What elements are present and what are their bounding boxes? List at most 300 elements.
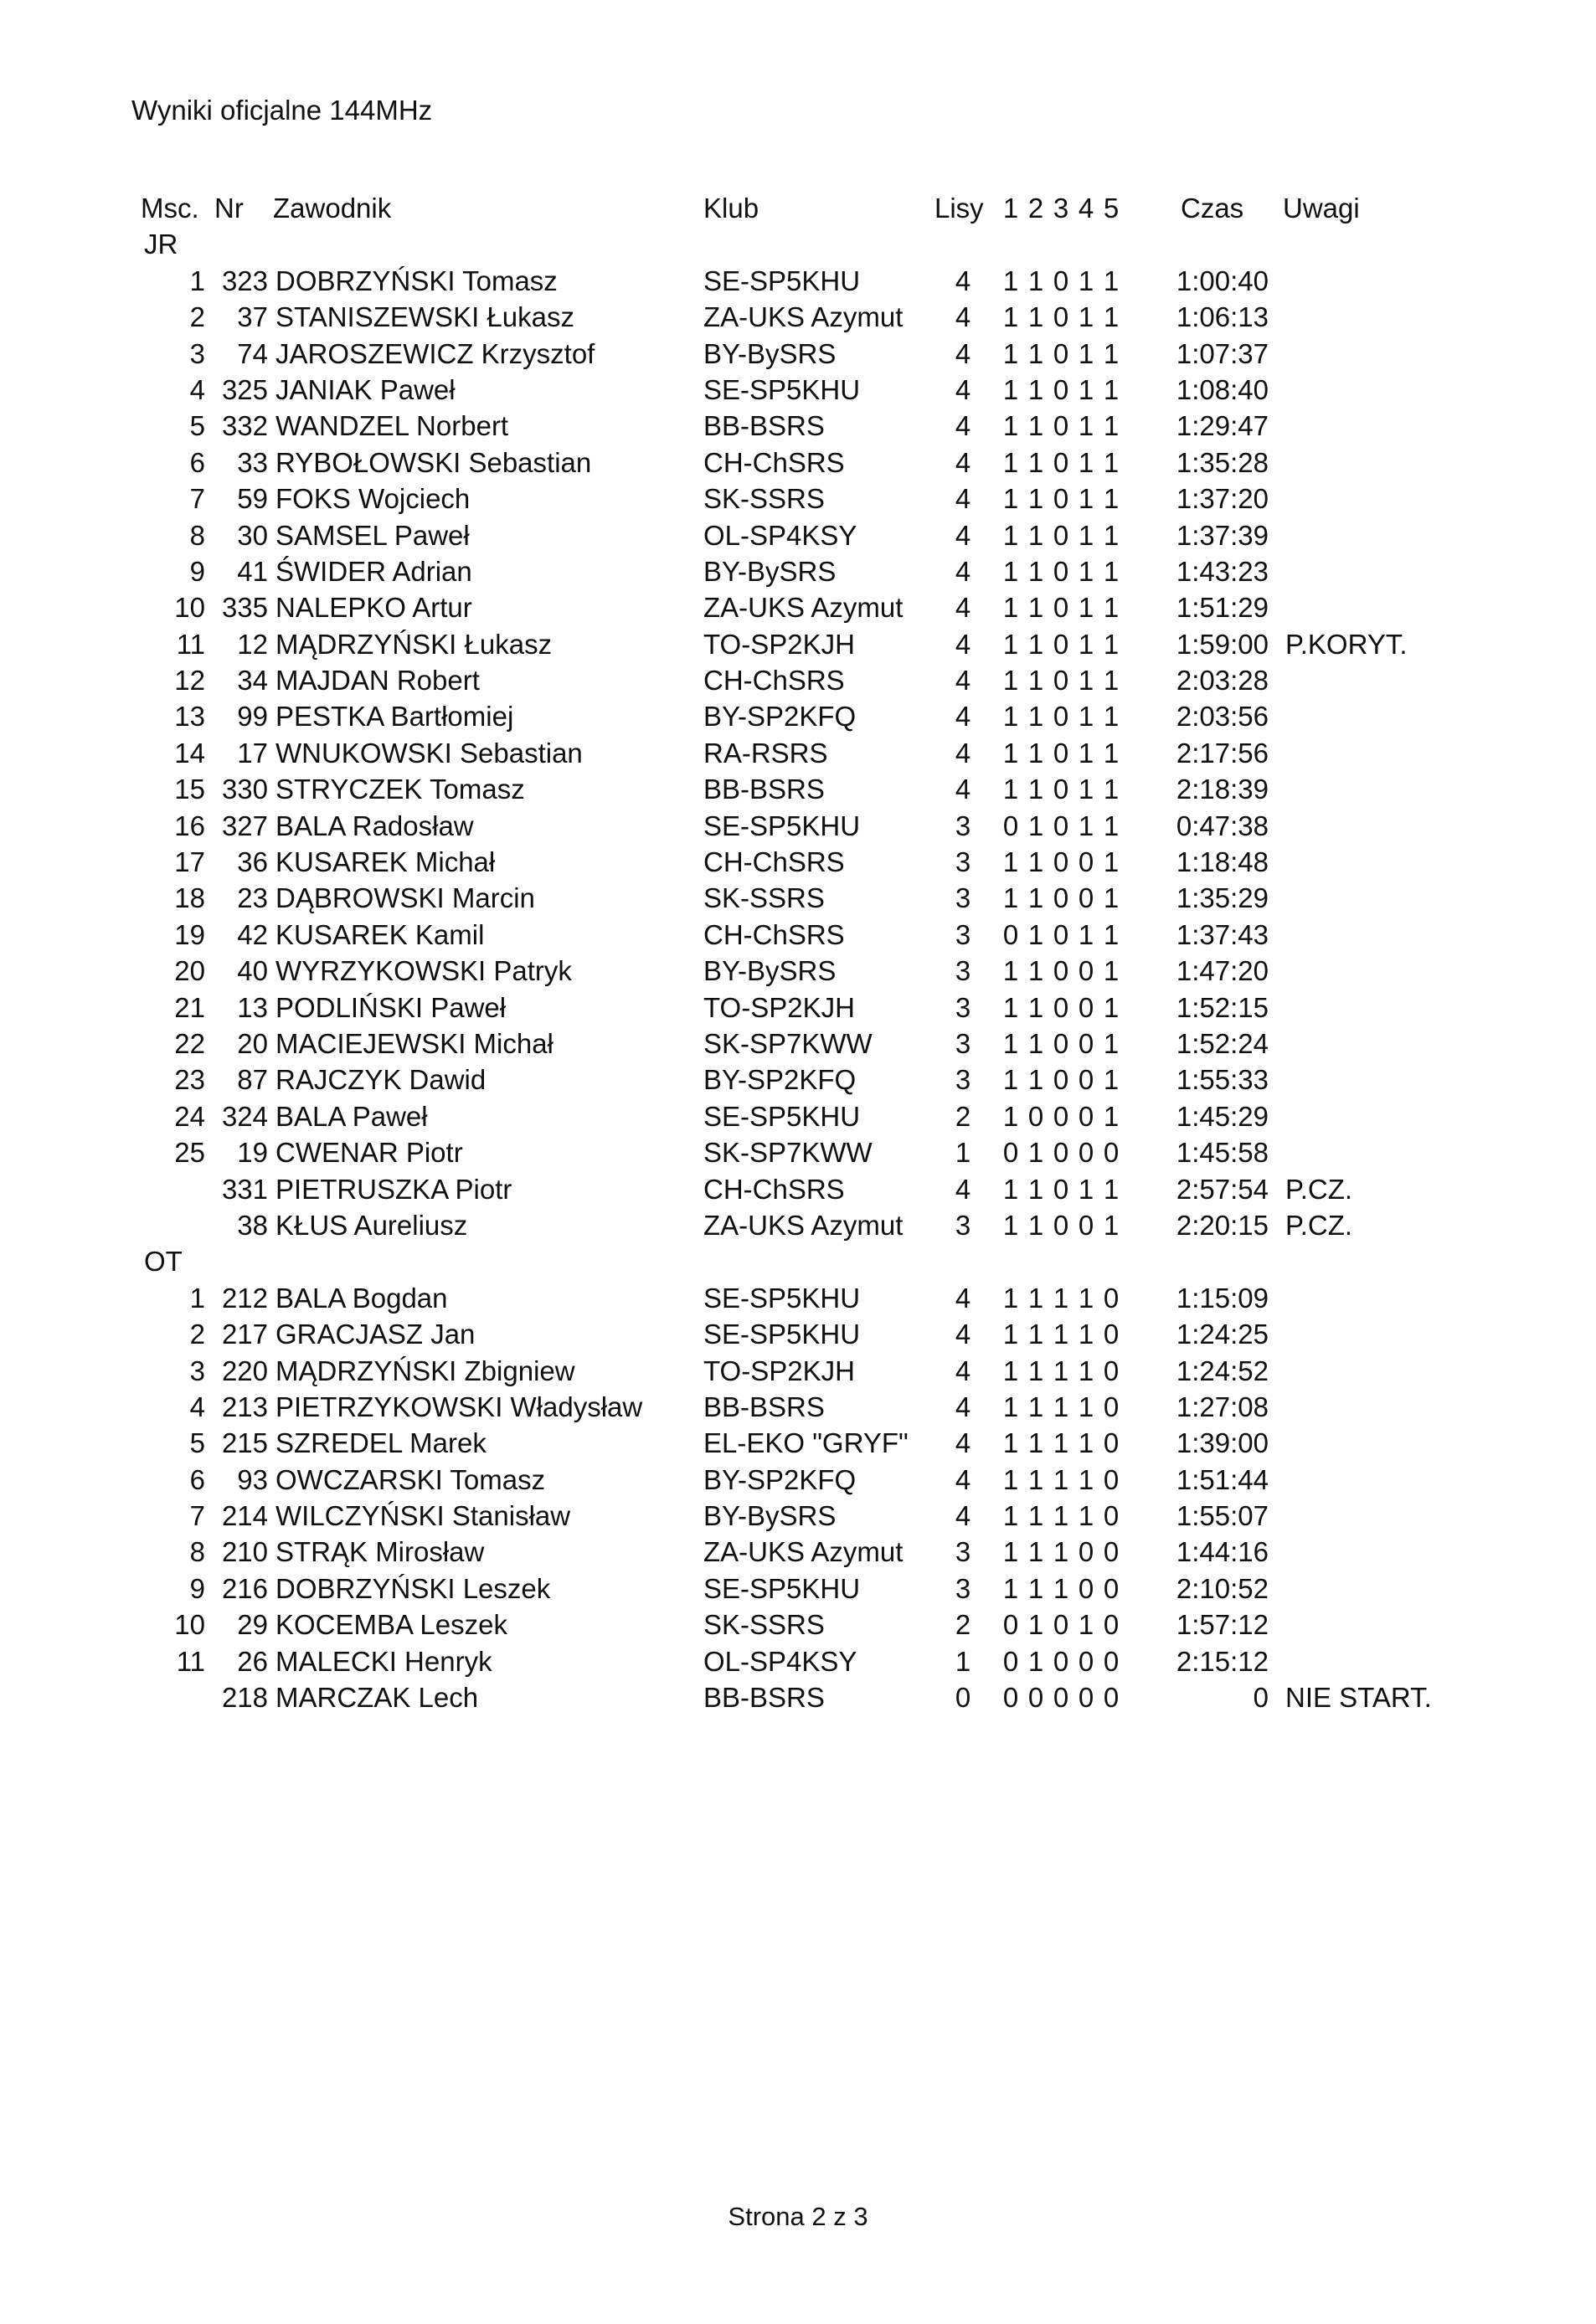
result-fox-5: 1 — [1103, 446, 1120, 478]
result-number: 74 — [237, 337, 268, 369]
result-place: 1 — [189, 265, 205, 296]
result-place: 14 — [174, 737, 205, 769]
result-fox-4: 1 — [1078, 1319, 1094, 1350]
result-fox-2: 1 — [1027, 592, 1044, 624]
table-row — [0, 1571, 1596, 1607]
result-time: 1:45:58 — [1176, 1137, 1269, 1169]
result-club: CH-ChSRS — [703, 1173, 845, 1205]
result-fox-count: 2 — [955, 1100, 971, 1132]
result-fox-1: 1 — [1002, 410, 1019, 442]
result-competitor: MACIEJEWSKI Michał — [275, 1027, 553, 1059]
result-fox-1: 0 — [1002, 918, 1019, 950]
result-fox-5: 1 — [1103, 519, 1120, 551]
result-fox-5: 0 — [1103, 1500, 1120, 1532]
table-row — [0, 1062, 1596, 1098]
table-row — [0, 481, 1596, 517]
result-number: 93 — [237, 1463, 268, 1495]
result-fox-count: 3 — [955, 1027, 971, 1059]
table-row — [0, 1316, 1596, 1352]
result-number: 335 — [221, 592, 268, 624]
table-row — [0, 1643, 1596, 1679]
result-fox-3: 1 — [1053, 1391, 1069, 1422]
result-place: 1 — [189, 1282, 205, 1314]
result-club: BY-BySRS — [703, 555, 837, 587]
result-place: 7 — [189, 483, 205, 515]
result-place: 4 — [189, 1391, 205, 1422]
result-fox-3: 0 — [1053, 774, 1069, 805]
result-club: ZA-UKS Azymut — [703, 301, 904, 333]
result-competitor: PODLIŃSKI Paweł — [275, 991, 507, 1023]
result-competitor: SAMSEL Paweł — [275, 519, 470, 551]
result-fox-1: 1 — [1002, 1500, 1019, 1532]
result-club: SE-SP5KHU — [703, 1282, 861, 1314]
result-number: 99 — [237, 701, 268, 733]
result-fox-3: 1 — [1053, 1282, 1069, 1314]
table-row — [0, 880, 1596, 916]
table-row — [0, 1462, 1596, 1498]
result-time: 1:51:29 — [1176, 592, 1269, 624]
result-time: 1:45:29 — [1176, 1100, 1269, 1132]
result-place: 18 — [174, 882, 205, 914]
result-place: 5 — [189, 410, 205, 442]
result-fox-3: 0 — [1053, 555, 1069, 587]
table-row — [0, 1353, 1596, 1389]
result-club: SE-SP5KHU — [703, 1100, 861, 1132]
result-fox-3: 1 — [1053, 1500, 1069, 1532]
result-fox-4: 0 — [1078, 882, 1094, 914]
result-fox-3: 0 — [1053, 628, 1069, 660]
result-fox-4: 1 — [1078, 337, 1094, 369]
table-row — [0, 1425, 1596, 1461]
result-fox-4: 0 — [1078, 1064, 1094, 1096]
result-fox-1: 0 — [1002, 810, 1019, 841]
table-row — [0, 1389, 1596, 1425]
table-row — [0, 1026, 1596, 1062]
result-fox-2: 1 — [1027, 1463, 1044, 1495]
result-competitor: WANDZEL Norbert — [275, 410, 509, 442]
result-fox-5: 1 — [1103, 1209, 1120, 1241]
result-fox-2: 1 — [1027, 665, 1044, 697]
result-time: 0:47:38 — [1176, 810, 1269, 841]
table-row — [0, 372, 1596, 408]
table-row — [0, 1207, 1596, 1243]
result-competitor: STRĄK Mirosław — [275, 1536, 485, 1568]
result-competitor: WILCZYŃSKI Stanisław — [275, 1500, 571, 1532]
result-fox-count: 4 — [955, 483, 971, 515]
result-fox-2: 1 — [1027, 1645, 1044, 1677]
result-time: 2:17:56 — [1176, 737, 1269, 769]
result-fox-count: 4 — [955, 373, 971, 405]
result-fox-3: 0 — [1053, 1173, 1069, 1205]
result-fox-count: 4 — [955, 1391, 971, 1422]
header-nr: Nr — [214, 193, 244, 224]
result-fox-2: 0 — [1027, 1682, 1044, 1714]
result-competitor: MARCZAK Lech — [275, 1682, 479, 1714]
result-fox-5: 1 — [1103, 555, 1120, 587]
result-number: 33 — [237, 446, 268, 478]
result-number: 41 — [237, 555, 268, 587]
table-row — [0, 1280, 1596, 1316]
result-fox-count: 4 — [955, 265, 971, 296]
result-fox-2: 1 — [1027, 446, 1044, 478]
result-club: SK-SSRS — [703, 1609, 825, 1641]
result-competitor: KOCEMBA Leszek — [275, 1609, 507, 1641]
result-club: BB-BSRS — [703, 1391, 825, 1422]
result-fox-1: 1 — [1002, 628, 1019, 660]
header-uwagi: Uwagi — [1283, 193, 1360, 224]
result-fox-1: 1 — [1002, 1391, 1019, 1422]
result-fox-2: 1 — [1027, 1319, 1044, 1350]
result-fox-3: 0 — [1053, 882, 1069, 914]
result-number: 332 — [221, 410, 268, 442]
result-club: BY-BySRS — [703, 1500, 837, 1532]
result-competitor: PIETRZYKOWSKI Władysław — [275, 1391, 643, 1422]
result-fox-2: 1 — [1027, 1137, 1044, 1169]
result-competitor: JAROSZEWICZ Krzysztof — [275, 337, 595, 369]
result-number: 12 — [237, 628, 268, 660]
result-fox-5: 0 — [1103, 1137, 1120, 1169]
result-time: 1:52:15 — [1176, 991, 1269, 1023]
table-row — [0, 771, 1596, 807]
result-competitor: BALA Radosław — [275, 810, 474, 841]
result-fox-count: 3 — [955, 955, 971, 987]
result-club: CH-ChSRS — [703, 446, 845, 478]
result-competitor: MALECKI Henryk — [275, 1645, 492, 1677]
result-place: 11 — [176, 1645, 205, 1677]
table-header — [0, 190, 1596, 226]
result-fox-2: 1 — [1027, 265, 1044, 296]
table-row — [0, 445, 1596, 481]
result-fox-2: 1 — [1027, 1536, 1044, 1568]
result-fox-4: 1 — [1078, 628, 1094, 660]
result-club: CH-ChSRS — [703, 665, 845, 697]
result-fox-1: 1 — [1002, 592, 1019, 624]
result-fox-4: 0 — [1078, 1137, 1094, 1169]
result-time: 1:51:44 — [1176, 1463, 1269, 1495]
result-fox-count: 4 — [955, 1282, 971, 1314]
result-fox-5: 1 — [1103, 701, 1120, 733]
result-fox-5: 1 — [1103, 665, 1120, 697]
result-club: SE-SP5KHU — [703, 265, 861, 296]
result-competitor: MĄDRZYŃSKI Zbigniew — [275, 1355, 575, 1386]
result-number: 323 — [221, 265, 268, 296]
result-fox-1: 1 — [1002, 1319, 1019, 1350]
table-row — [0, 808, 1596, 844]
result-club: ZA-UKS Azymut — [703, 1209, 904, 1241]
result-place: 15 — [174, 774, 205, 805]
result-fox-count: 4 — [955, 628, 971, 660]
result-fox-4: 1 — [1078, 1355, 1094, 1386]
result-place: 9 — [189, 555, 205, 587]
result-time: 1:52:24 — [1176, 1027, 1269, 1059]
result-number: 325 — [221, 373, 268, 405]
result-place: 6 — [189, 446, 205, 478]
result-fox-count: 4 — [955, 410, 971, 442]
result-competitor: GRACJASZ Jan — [275, 1319, 476, 1350]
result-number: 13 — [237, 991, 268, 1023]
result-club: SK-SP7KWW — [703, 1027, 873, 1059]
result-fox-count: 3 — [955, 846, 971, 878]
result-number: 23 — [237, 882, 268, 914]
result-club: SE-SP5KHU — [703, 1319, 861, 1350]
result-fox-5: 1 — [1103, 337, 1120, 369]
result-fox-4: 1 — [1078, 1609, 1094, 1641]
result-fox-3: 0 — [1053, 810, 1069, 841]
result-club: BY-BySRS — [703, 955, 837, 987]
result-fox-3: 0 — [1053, 955, 1069, 987]
result-competitor: JANIAK Paweł — [275, 373, 456, 405]
header-point-5: 5 — [1103, 193, 1120, 224]
result-fox-count: 2 — [955, 1609, 971, 1641]
page-footer: Strona 2 z 3 — [728, 2202, 868, 2231]
result-fox-2: 1 — [1027, 1173, 1044, 1205]
result-place: 2 — [189, 1319, 205, 1350]
result-number: 38 — [237, 1209, 268, 1241]
result-fox-3: 0 — [1053, 991, 1069, 1023]
result-number: 215 — [221, 1427, 268, 1459]
results-table — [0, 190, 1596, 1715]
result-number: 331 — [221, 1173, 268, 1205]
result-fox-5: 0 — [1103, 1282, 1120, 1314]
result-place: 7 — [189, 1500, 205, 1532]
header-club: Klub — [703, 193, 759, 224]
result-number: 216 — [221, 1572, 268, 1604]
result-fox-3: 0 — [1053, 1645, 1069, 1677]
result-number: 330 — [221, 774, 268, 805]
table-row — [0, 589, 1596, 625]
table-row — [0, 844, 1596, 880]
result-place: 10 — [174, 1609, 205, 1641]
result-competitor: FOKS Wojciech — [275, 483, 471, 515]
result-number: 40 — [237, 955, 268, 987]
result-fox-3: 0 — [1053, 483, 1069, 515]
result-fox-4: 0 — [1078, 1209, 1094, 1241]
result-fox-5: 1 — [1103, 373, 1120, 405]
result-fox-count: 3 — [955, 810, 971, 841]
result-fox-count: 1 — [955, 1645, 971, 1677]
result-fox-5: 0 — [1103, 1682, 1120, 1714]
result-fox-1: 1 — [1002, 446, 1019, 478]
result-fox-1: 1 — [1002, 555, 1019, 587]
result-fox-4: 1 — [1078, 373, 1094, 405]
result-fox-5: 1 — [1103, 265, 1120, 296]
result-fox-count: 3 — [955, 882, 971, 914]
table-row — [0, 1679, 1596, 1715]
result-fox-3: 0 — [1053, 1682, 1069, 1714]
result-club: BY-SP2KFQ — [703, 701, 857, 733]
result-time: 1:24:25 — [1176, 1319, 1269, 1350]
result-remarks: P.CZ. — [1285, 1209, 1353, 1241]
result-place: 4 — [189, 373, 205, 405]
result-club: OL-SP4KSY — [703, 1645, 857, 1677]
result-fox-5: 0 — [1103, 1645, 1120, 1677]
result-fox-count: 3 — [955, 991, 971, 1023]
result-fox-3: 0 — [1053, 519, 1069, 551]
result-fox-3: 0 — [1053, 446, 1069, 478]
result-number: 36 — [237, 846, 268, 878]
result-time: 1:24:52 — [1176, 1355, 1269, 1386]
result-club: ZA-UKS Azymut — [703, 592, 904, 624]
table-row — [0, 553, 1596, 589]
result-fox-3: 0 — [1053, 265, 1069, 296]
result-fox-5: 1 — [1103, 737, 1120, 769]
result-competitor: SZREDEL Marek — [275, 1427, 487, 1459]
result-fox-2: 1 — [1027, 701, 1044, 733]
result-fox-5: 1 — [1103, 1027, 1120, 1059]
result-fox-3: 1 — [1053, 1427, 1069, 1459]
result-club: BB-BSRS — [703, 774, 825, 805]
result-fox-1: 1 — [1002, 1100, 1019, 1132]
table-row — [0, 1534, 1596, 1570]
result-place: 13 — [174, 701, 205, 733]
result-time: 1:08:40 — [1176, 373, 1269, 405]
result-fox-1: 1 — [1002, 701, 1019, 733]
result-fox-1: 1 — [1002, 337, 1019, 369]
result-fox-2: 1 — [1027, 810, 1044, 841]
result-fox-3: 0 — [1053, 918, 1069, 950]
result-competitor: RAJCZYK Dawid — [275, 1064, 487, 1096]
result-fox-2: 1 — [1027, 1391, 1044, 1422]
result-fox-5: 1 — [1103, 592, 1120, 624]
result-fox-5: 1 — [1103, 918, 1120, 950]
result-club: SE-SP5KHU — [703, 373, 861, 405]
result-fox-count: 0 — [955, 1682, 971, 1714]
result-fox-4: 0 — [1078, 1027, 1094, 1059]
result-fox-2: 1 — [1027, 628, 1044, 660]
result-club: EL-EKO "GRYF" — [703, 1427, 909, 1459]
result-time: 1:37:43 — [1176, 918, 1269, 950]
result-number: 20 — [237, 1027, 268, 1059]
table-row — [0, 990, 1596, 1026]
result-fox-5: 1 — [1103, 1064, 1120, 1096]
result-place: 25 — [174, 1137, 205, 1169]
result-competitor: WYRZYKOWSKI Patryk — [275, 955, 572, 987]
table-row — [0, 662, 1596, 698]
result-place: 12 — [174, 665, 205, 697]
result-fox-5: 1 — [1103, 1100, 1120, 1132]
result-club: SK-SP7KWW — [703, 1137, 873, 1169]
result-fox-1: 1 — [1002, 1572, 1019, 1604]
result-fox-3: 0 — [1053, 592, 1069, 624]
result-fox-count: 4 — [955, 1319, 971, 1350]
result-time: 1:15:09 — [1176, 1282, 1269, 1314]
result-place: 19 — [174, 918, 205, 950]
result-club: RA-RSRS — [703, 737, 828, 769]
result-fox-3: 0 — [1053, 1609, 1069, 1641]
result-fox-count: 4 — [955, 701, 971, 733]
result-club: CH-ChSRS — [703, 846, 845, 878]
result-time: 2:03:28 — [1176, 665, 1269, 697]
result-number: 212 — [221, 1282, 268, 1314]
result-fox-count: 4 — [955, 337, 971, 369]
result-fox-5: 0 — [1103, 1355, 1120, 1386]
result-fox-5: 0 — [1103, 1463, 1120, 1495]
result-fox-1: 1 — [1002, 665, 1019, 697]
result-fox-1: 1 — [1002, 1027, 1019, 1059]
result-fox-1: 0 — [1002, 1682, 1019, 1714]
result-fox-1: 1 — [1002, 991, 1019, 1023]
result-time: 1:37:20 — [1176, 483, 1269, 515]
result-fox-1: 1 — [1002, 373, 1019, 405]
result-fox-4: 1 — [1078, 301, 1094, 333]
result-club: SE-SP5KHU — [703, 810, 861, 841]
result-place: 8 — [189, 519, 205, 551]
result-fox-5: 0 — [1103, 1427, 1120, 1459]
result-fox-count: 4 — [955, 446, 971, 478]
result-number: 30 — [237, 519, 268, 551]
result-fox-3: 0 — [1053, 737, 1069, 769]
result-competitor: PESTKA Bartłomiej — [275, 701, 514, 733]
result-number: 324 — [221, 1100, 268, 1132]
result-time: 1:44:16 — [1176, 1536, 1269, 1568]
result-fox-3: 0 — [1053, 373, 1069, 405]
result-fox-5: 1 — [1103, 410, 1120, 442]
result-fox-count: 4 — [955, 665, 971, 697]
result-fox-4: 0 — [1078, 1536, 1094, 1568]
result-competitor: WNUKOWSKI Sebastian — [275, 737, 583, 769]
result-number: 26 — [237, 1645, 268, 1677]
result-number: 210 — [221, 1536, 268, 1568]
result-fox-count: 3 — [955, 1064, 971, 1096]
result-time: 1:47:20 — [1176, 955, 1269, 987]
result-fox-5: 0 — [1103, 1536, 1120, 1568]
result-number: 42 — [237, 918, 268, 950]
result-fox-1: 1 — [1002, 1427, 1019, 1459]
header-msc: Msc. — [141, 193, 199, 224]
result-fox-5: 1 — [1103, 774, 1120, 805]
header-point-2: 2 — [1027, 193, 1044, 224]
result-fox-4: 1 — [1078, 519, 1094, 551]
result-fox-5: 1 — [1103, 1173, 1120, 1205]
result-fox-3: 0 — [1053, 337, 1069, 369]
result-fox-count: 4 — [955, 774, 971, 805]
header-name: Zawodnik — [273, 193, 392, 224]
result-place: 8 — [189, 1536, 205, 1568]
result-fox-2: 1 — [1027, 337, 1044, 369]
result-fox-2: 1 — [1027, 1355, 1044, 1386]
table-row — [0, 263, 1596, 299]
result-fox-1: 1 — [1002, 1064, 1019, 1096]
result-time: 1:35:29 — [1176, 882, 1269, 914]
result-fox-5: 1 — [1103, 955, 1120, 987]
result-competitor: MĄDRZYŃSKI Łukasz — [275, 628, 553, 660]
result-fox-3: 0 — [1053, 701, 1069, 733]
table-row — [0, 1098, 1596, 1134]
result-fox-5: 0 — [1103, 1572, 1120, 1604]
result-fox-5: 1 — [1103, 810, 1120, 841]
table-row — [0, 1134, 1596, 1170]
result-number: 217 — [221, 1319, 268, 1350]
table-row — [0, 299, 1596, 335]
result-fox-4: 0 — [1078, 1682, 1094, 1714]
result-time: 2:20:15 — [1176, 1209, 1269, 1241]
result-fox-3: 0 — [1053, 1064, 1069, 1096]
result-fox-count: 4 — [955, 301, 971, 333]
page-title: Wyniki oficjalne 144MHz — [131, 95, 433, 126]
result-fox-3: 0 — [1053, 1137, 1069, 1169]
result-fox-2: 1 — [1027, 955, 1044, 987]
result-fox-4: 0 — [1078, 1645, 1094, 1677]
result-number: 327 — [221, 810, 268, 841]
result-club: OL-SP4KSY — [703, 519, 857, 551]
result-fox-4: 1 — [1078, 446, 1094, 478]
result-fox-4: 1 — [1078, 1500, 1094, 1532]
result-fox-1: 1 — [1002, 1173, 1019, 1205]
result-fox-count: 3 — [955, 918, 971, 950]
result-fox-5: 0 — [1103, 1609, 1120, 1641]
result-fox-4: 1 — [1078, 555, 1094, 587]
result-fox-3: 1 — [1053, 1319, 1069, 1350]
